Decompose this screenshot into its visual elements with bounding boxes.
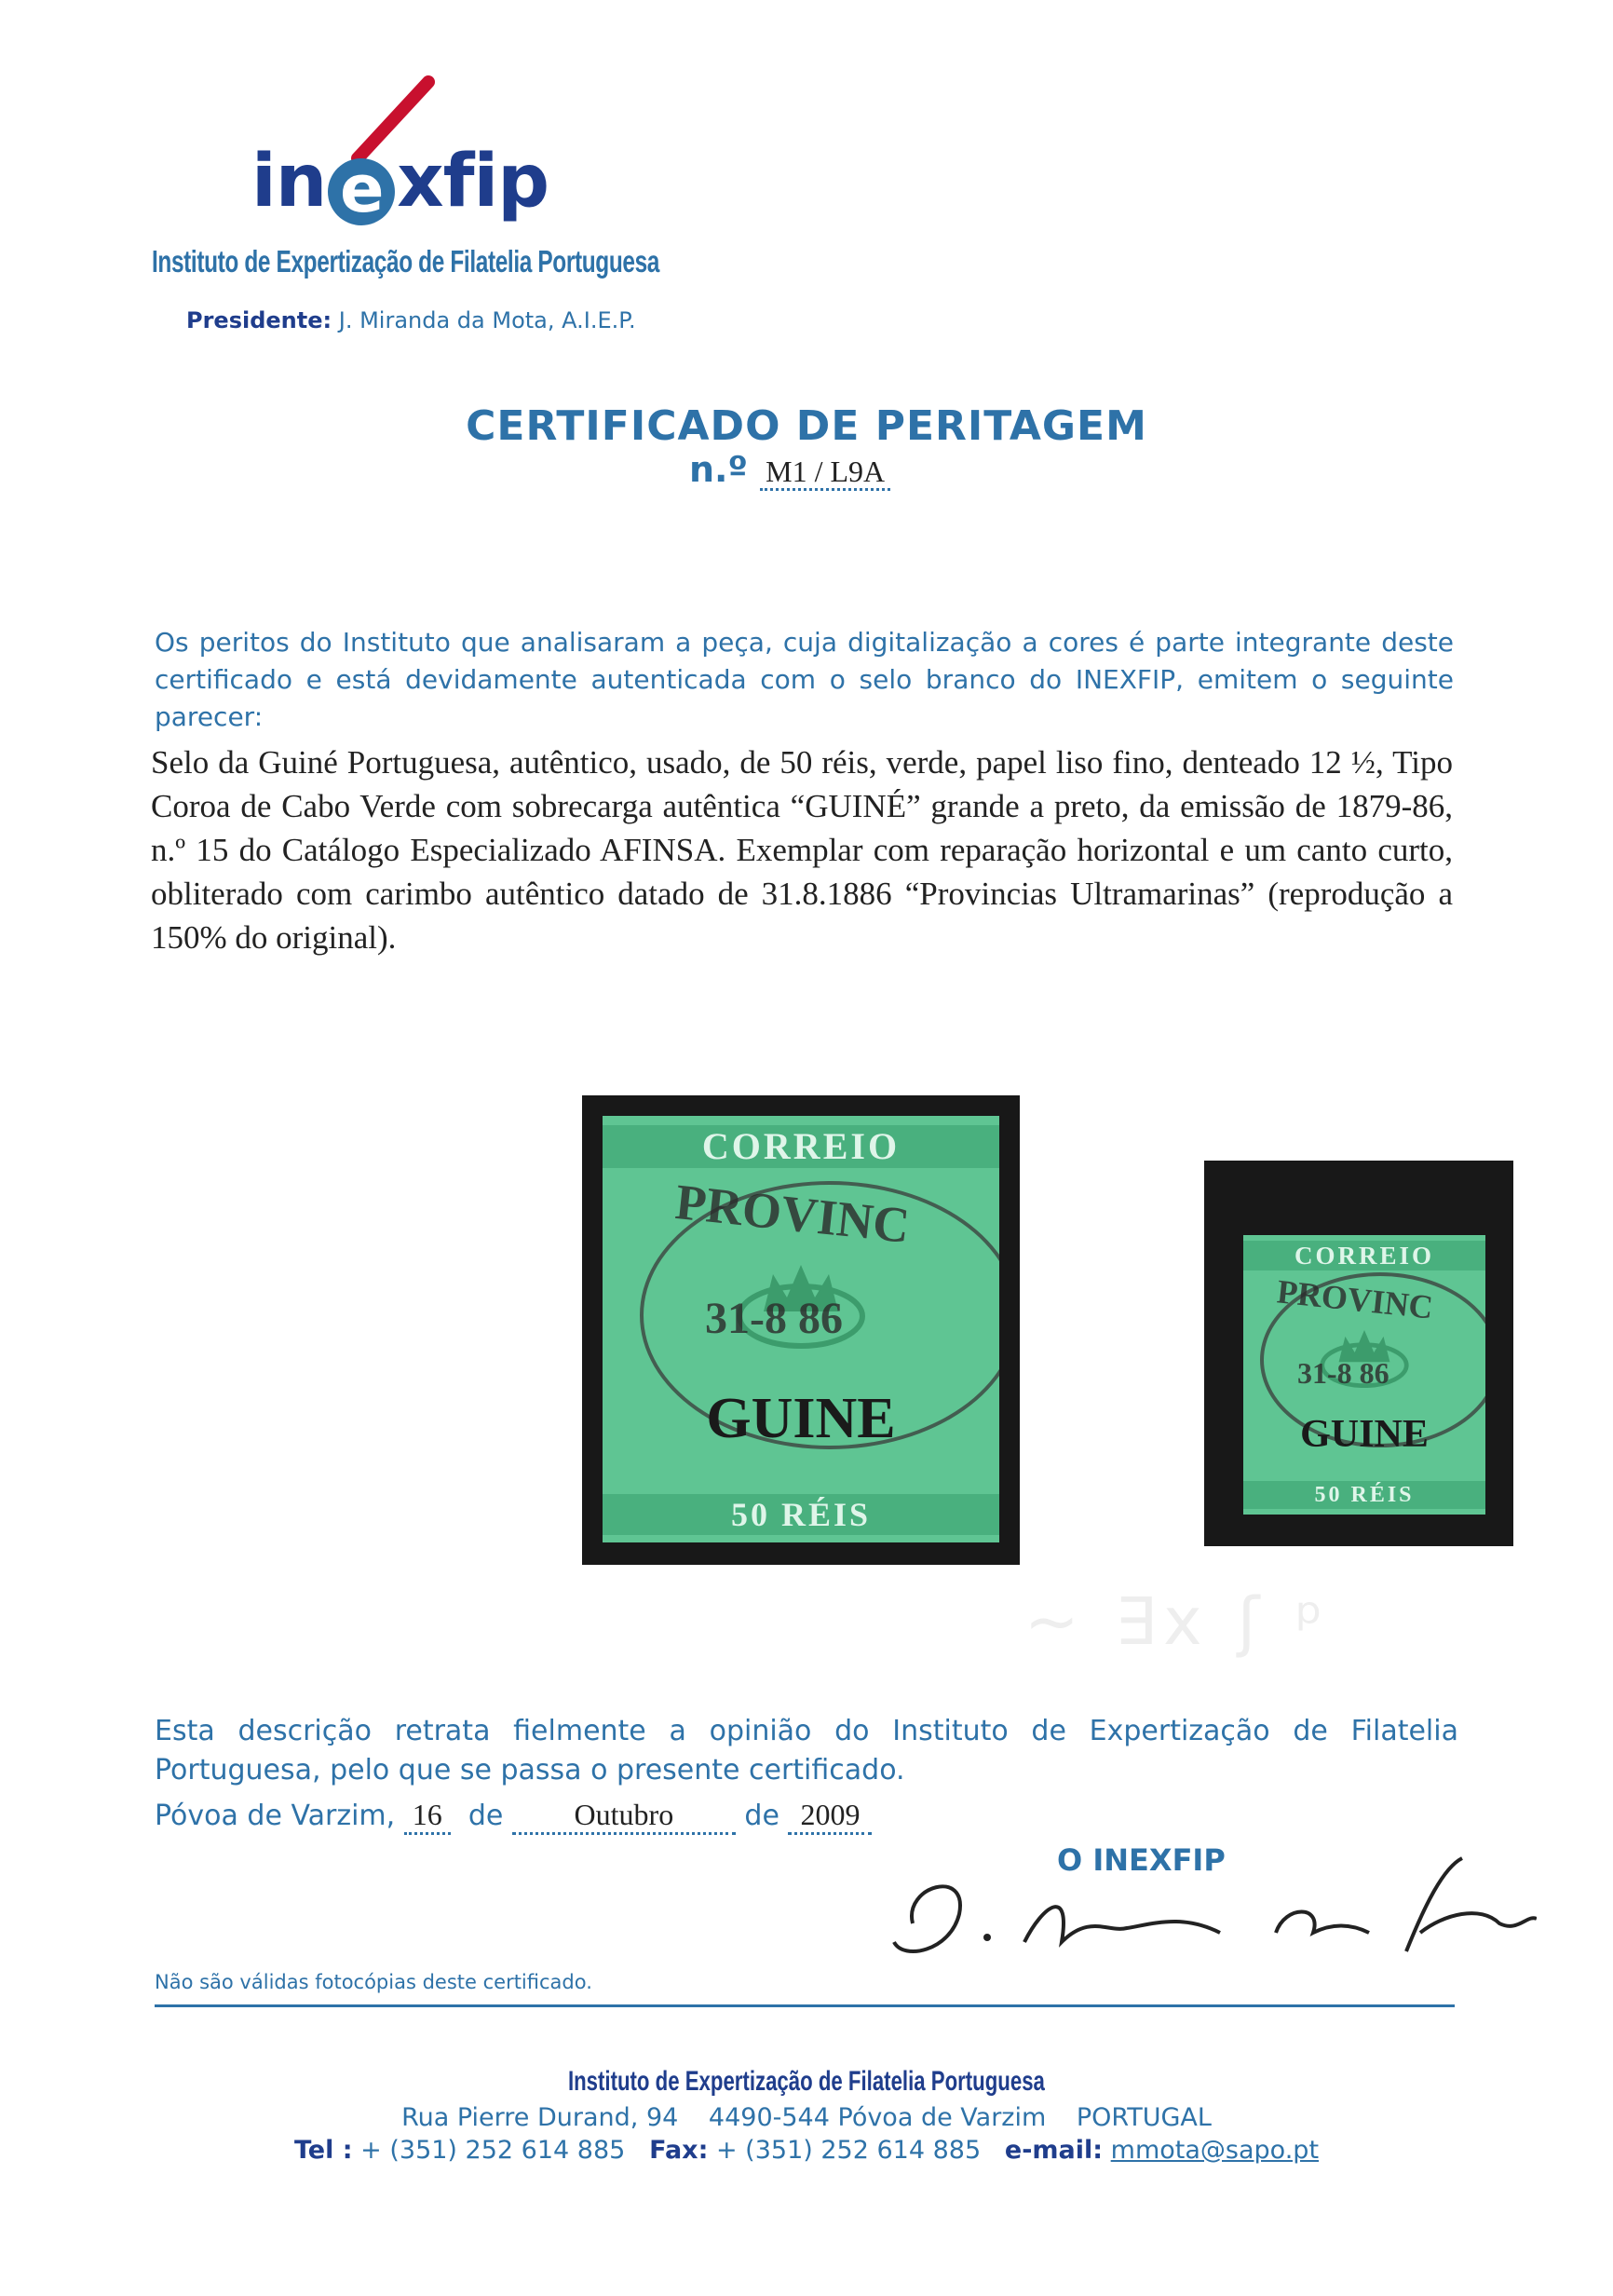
stamp-top-text-small: CORREIO (1243, 1241, 1485, 1270)
stamp-body-small (1243, 1235, 1485, 1515)
closing-paragraph: Esta descrição retrata fielmente a opinião do Instituto de Expertização de Filatelia Portuguesa, pelo que se passa o presente certificado. (155, 1715, 1458, 1787)
postmark-text: PROVINC (672, 1173, 913, 1255)
embossed-seal: ~ ∃x ʃ ᵖ (1024, 1583, 1331, 1660)
handwritten-signature (885, 1849, 1537, 1970)
footer-street: Rua Pierre Durand, 94 (401, 2103, 679, 2132)
footer-address (0, 2103, 1613, 2132)
postmark-text-small: PROVINC (1275, 1272, 1435, 1326)
stamp-body (603, 1116, 999, 1542)
certificate-title: CERTIFICADO DE PERITAGEM (466, 402, 1147, 450)
footer-postal: 4490-544 Póvoa de Varzim (708, 2103, 1047, 2132)
date-month: Outubro (512, 1798, 736, 1835)
stamp-description: Selo da Guiné Portuguesa, autêntico, usado, de 50 réis, verde, papel liso fino, denteado 12 ½, Tipo Coroa de Cabo Verde com sobrecarga autêntica “GUINÉ” grande a preto, da emissão de 1879-86, n.º 15 do Catálogo Especializado AFINSA. Exemplar com reparação horizontal e um canto curto, obliterado com carimbo autêntico datado de 31.8.1886 “Provincias Ultramarinas” (reprodução a 150% do original). (151, 744, 1453, 956)
fax-number: + (351) 252 614 885 (715, 2136, 982, 2165)
date-year: 2009 (788, 1798, 872, 1835)
email-link[interactable]: mmota@sapo.pt (1110, 2136, 1320, 2165)
certificate-number-value: M1 / L9A (760, 455, 890, 491)
email-label: e-mail: (1004, 2136, 1104, 2165)
certificate-number-label: n.º (689, 449, 748, 490)
postmark-date-small: 31-8 86 (1297, 1356, 1389, 1390)
tel-label: Tel : (293, 2136, 353, 2165)
president-line (186, 307, 636, 333)
footer-divider (155, 2004, 1455, 2007)
stamp-image-enlarged (582, 1095, 1020, 1565)
footer-institute-name (0, 2066, 1613, 2098)
president-name: J. Miranda da Mota, A.I.E.P. (332, 307, 636, 333)
date-de-2: de (744, 1800, 779, 1832)
intro-paragraph: Os peritos do Instituto que analisaram a peça, cuja digitalização a cores é parte integrante deste certificado e está devidamente autenticada com o selo branco do INEXFIP, emitem o seguinte parecer: (155, 627, 1454, 732)
date-line (155, 1798, 872, 1835)
fax-label: Fax: (649, 2136, 709, 2165)
footer-institute-name-text: Instituto de Expertização de Filatelia Portuguesa (568, 2066, 1045, 2097)
stamp-top-text: CORREIO (603, 1125, 999, 1168)
postmark-date: 31-8 86 (705, 1294, 843, 1343)
stamp-overprint-small: GUINE (1300, 1413, 1429, 1456)
certificate-number (689, 449, 890, 490)
tel-number: + (351) 252 614 885 (360, 2136, 626, 2165)
photocopy-disclaimer: Não são válidas fotocópias deste certificado. (155, 1971, 592, 1993)
president-label: Presidente: (186, 307, 332, 333)
footer-country: PORTUGAL (1076, 2103, 1212, 2132)
institute-name: Instituto de Expertização de Filatelia Portuguesa (152, 244, 660, 279)
stamp-bottom-text: 50 RÉIS (603, 1494, 999, 1535)
stamp-overprint: GUINE (706, 1387, 896, 1450)
signatory-label: O INEXFIP (1057, 1842, 1226, 1878)
date-place: Póvoa de Varzim, (155, 1800, 396, 1832)
date-day: 16 (404, 1798, 451, 1835)
stamp-image-original (1204, 1161, 1513, 1546)
footer-contacts (0, 2136, 1613, 2165)
inexfip-logo: in e xfip (251, 140, 549, 227)
stamp-bottom-text-small: 50 RÉIS (1243, 1481, 1485, 1509)
date-de-1: de (468, 1800, 504, 1832)
